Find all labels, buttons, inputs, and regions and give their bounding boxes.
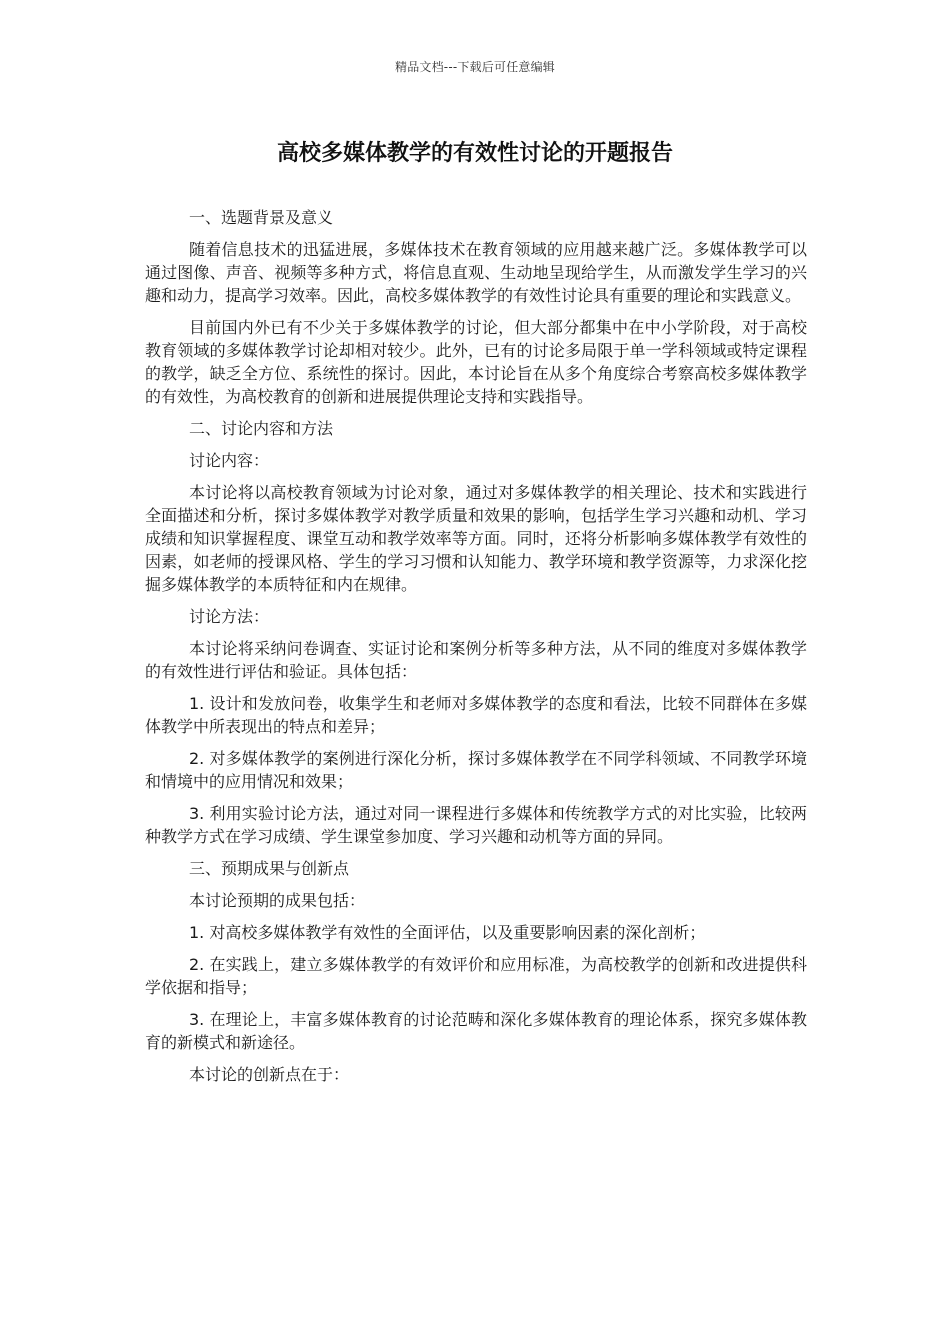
paragraph-content: 本讨论将以高校教育领域为讨论对象，通过对多媒体教学的相关理论、技术和实践进行全面描述和分析，探讨多媒体教学对教学质量和效果的影响，包括学生学习兴趣和动机、学习成绩和知识掌握程度、课堂互动和教学效率等方面。同时，还将分析影响多媒体教学有效性的因素，如老师的授课风格、学生的学习习惯和认知能力、教学环境和教学资源等，力求深化挖掘多媒体教学的本质特征和内在规律。 xyxy=(145,483,807,594)
document-title: 高校多媒体教学的有效性讨论的开题报告 xyxy=(276,141,673,166)
list-item-outcome-2: 2. 在实践上，建立多媒体教学的有效评价和应用标准，为高校教学的创新和改进提供科学依据和指导； xyxy=(145,955,807,997)
section-heading-content-method: 二、讨论内容和方法 xyxy=(189,419,334,438)
list-item-outcome-1: 1. 对高校多媒体教学有效性的全面评估，以及重要影响因素的深化剖析； xyxy=(189,923,706,942)
subheading-method: 讨论方法： xyxy=(189,607,270,626)
list-item-method-1: 1. 设计和发放问卷，收集学生和老师对多媒体教学的态度和看法，比较不同群体在多媒体教学中所表现出的特点和差异； xyxy=(145,694,807,736)
paragraph-outcomes-intro: 本讨论预期的成果包括： xyxy=(189,891,366,910)
paragraph-method-intro: 本讨论将采纳问卷调查、实证讨论和案例分析等多种方法，从不同的维度对多媒体教学的有效性进行评估和验证。具体包括： xyxy=(145,639,807,681)
paragraph-background-2: 目前国内外已有不少关于多媒体教学的讨论，但大部分都集中在中小学阶段，对于高校教育领域的多媒体教学讨论却相对较少。此外，已有的讨论多局限于单一学科领域或特定课程的教学，缺乏全方位、系统性的探讨。因此，本讨论旨在从多个角度综合考察高校多媒体教学的有效性，为高校教育的创新和进展提供理论支持和实践指导。 xyxy=(145,318,807,406)
list-item-outcome-3: 3. 在理论上，丰富多媒体教育的讨论范畴和深化多媒体教育的理论体系，探究多媒体教育的新模式和新途径。 xyxy=(145,1010,807,1052)
section-heading-outcomes: 三、预期成果与创新点 xyxy=(189,859,350,878)
list-item-method-3: 3. 利用实验讨论方法，通过对同一课程进行多媒体和传统教学方式的对比实验，比较两种教学方式在学习成绩、学生课堂参加度、学习兴趣和动机等方面的异同。 xyxy=(145,804,807,846)
list-item-method-2: 2. 对多媒体教学的案例进行深化分析，探讨多媒体教学在不同学科领域、不同教学环境和情境中的应用情况和效果； xyxy=(145,749,807,791)
header-note: 精品文档---下载后可任意编辑 xyxy=(395,60,555,74)
document-body xyxy=(145,206,807,1095)
paragraph-background-1: 随着信息技术的迅猛进展，多媒体技术在教育领域的应用越来越广泛。多媒体教学可以通过图像、声音、视频等多种方式，将信息直观、生动地呈现给学生，从而激发学生学习的兴趣和动力，提高学习效率。因此，高校多媒体教学的有效性讨论具有重要的理论和实践意义。 xyxy=(145,240,807,305)
paragraph-innovation-intro: 本讨论的创新点在于： xyxy=(189,1065,350,1084)
subheading-content: 讨论内容： xyxy=(189,451,270,470)
section-heading-background: 一、选题背景及意义 xyxy=(189,208,334,227)
